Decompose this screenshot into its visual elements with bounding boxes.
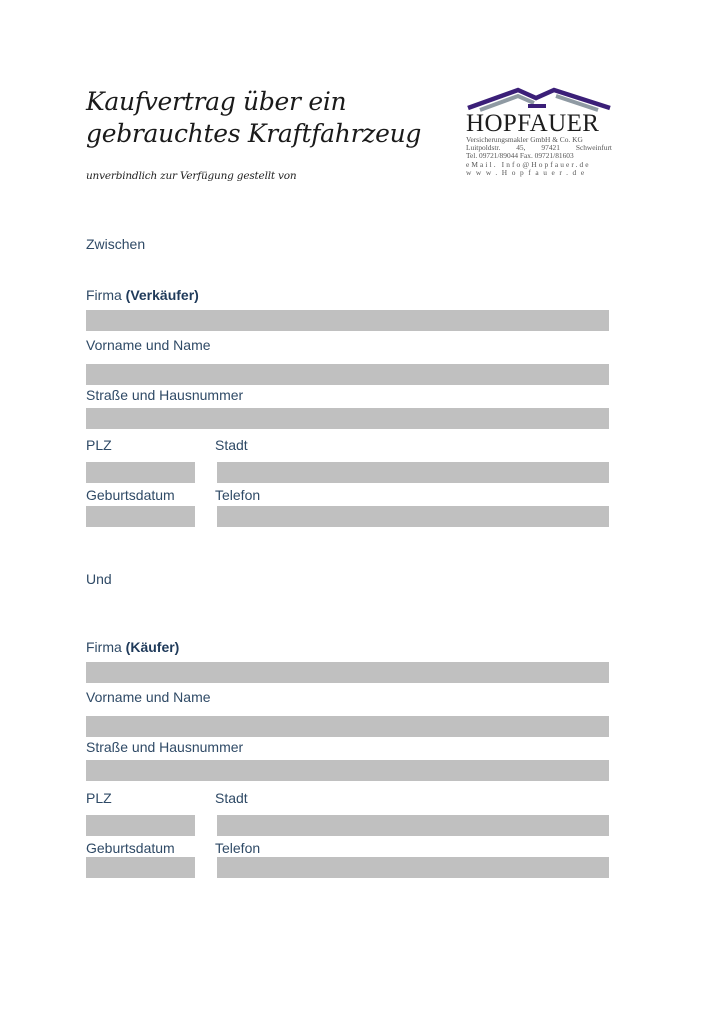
seller-zip-field[interactable] [86,462,195,483]
buyer-phone-field[interactable] [217,857,609,878]
logo-address-city: Schweinfurt [575,143,612,153]
seller-name-label: Vorname und Name [86,337,211,353]
company-logo [466,84,612,177]
roof-icon [466,84,612,112]
buyer-street-label: Straße und Hausnummer [86,739,244,755]
seller-firma-label-text: Firma [86,287,122,303]
and-label: Und [86,571,112,587]
seller-name-field[interactable] [86,364,609,385]
logo-company-name: HOPFAUER [466,110,600,137]
buyer-name-label: Vorname und Name [86,689,211,705]
logo-address-number: 45, [516,143,526,153]
seller-firma-label [86,287,199,303]
title-line-2: gebrauchtes Kraftfahrzeug [86,119,422,148]
buyer-city-label: Stadt [215,790,248,806]
seller-role-label: (Verkäufer) [125,287,199,303]
seller-city-field[interactable] [217,462,609,483]
buyer-phone-label: Telefon [215,840,261,856]
logo-email: eMail. Info@Hopfauer.de [466,159,591,169]
logo-address-zip: 97421 [541,143,560,153]
seller-birthdate-field[interactable] [86,506,195,527]
seller-street-label: Straße und Hausnummer [86,387,244,403]
buyer-zip-field[interactable] [86,815,195,836]
buyer-city-field[interactable] [217,815,609,836]
buyer-firma-label-text: Firma [86,639,122,655]
buyer-name-field[interactable] [86,716,609,737]
buyer-role-label: (Käufer) [125,639,180,655]
logo-phone-fax: Tel. 09721/89044 Fax. 09721/81603 [466,151,574,161]
seller-street-field[interactable] [86,408,609,429]
seller-city-label: Stadt [215,437,248,453]
buyer-firma-field[interactable] [86,662,609,683]
buyer-birthdate-field[interactable] [86,857,195,878]
buyer-firma-label [86,639,179,655]
seller-phone-field[interactable] [217,506,609,527]
logo-website: www.Hopfauer.de [466,167,589,177]
logo-company-type: Versicherungsmakler GmbH & Co. KG [466,135,583,144]
seller-firma-field[interactable] [86,310,609,331]
document-subtitle: unverbindlich zur Verfügung gestellt von [86,170,297,182]
logo-address-street: Luitpoldstr. [466,143,501,153]
buyer-birthdate-label: Geburtsdatum [86,840,175,856]
between-label: Zwischen [86,236,146,252]
seller-phone-label: Telefon [215,487,261,503]
buyer-street-field[interactable] [86,760,609,781]
seller-zip-label: PLZ [86,437,112,453]
buyer-zip-label: PLZ [86,790,112,806]
document-title [86,86,426,150]
seller-birthdate-label: Geburtsdatum [86,487,175,503]
title-line-1: Kaufvertrag über ein [86,87,347,116]
